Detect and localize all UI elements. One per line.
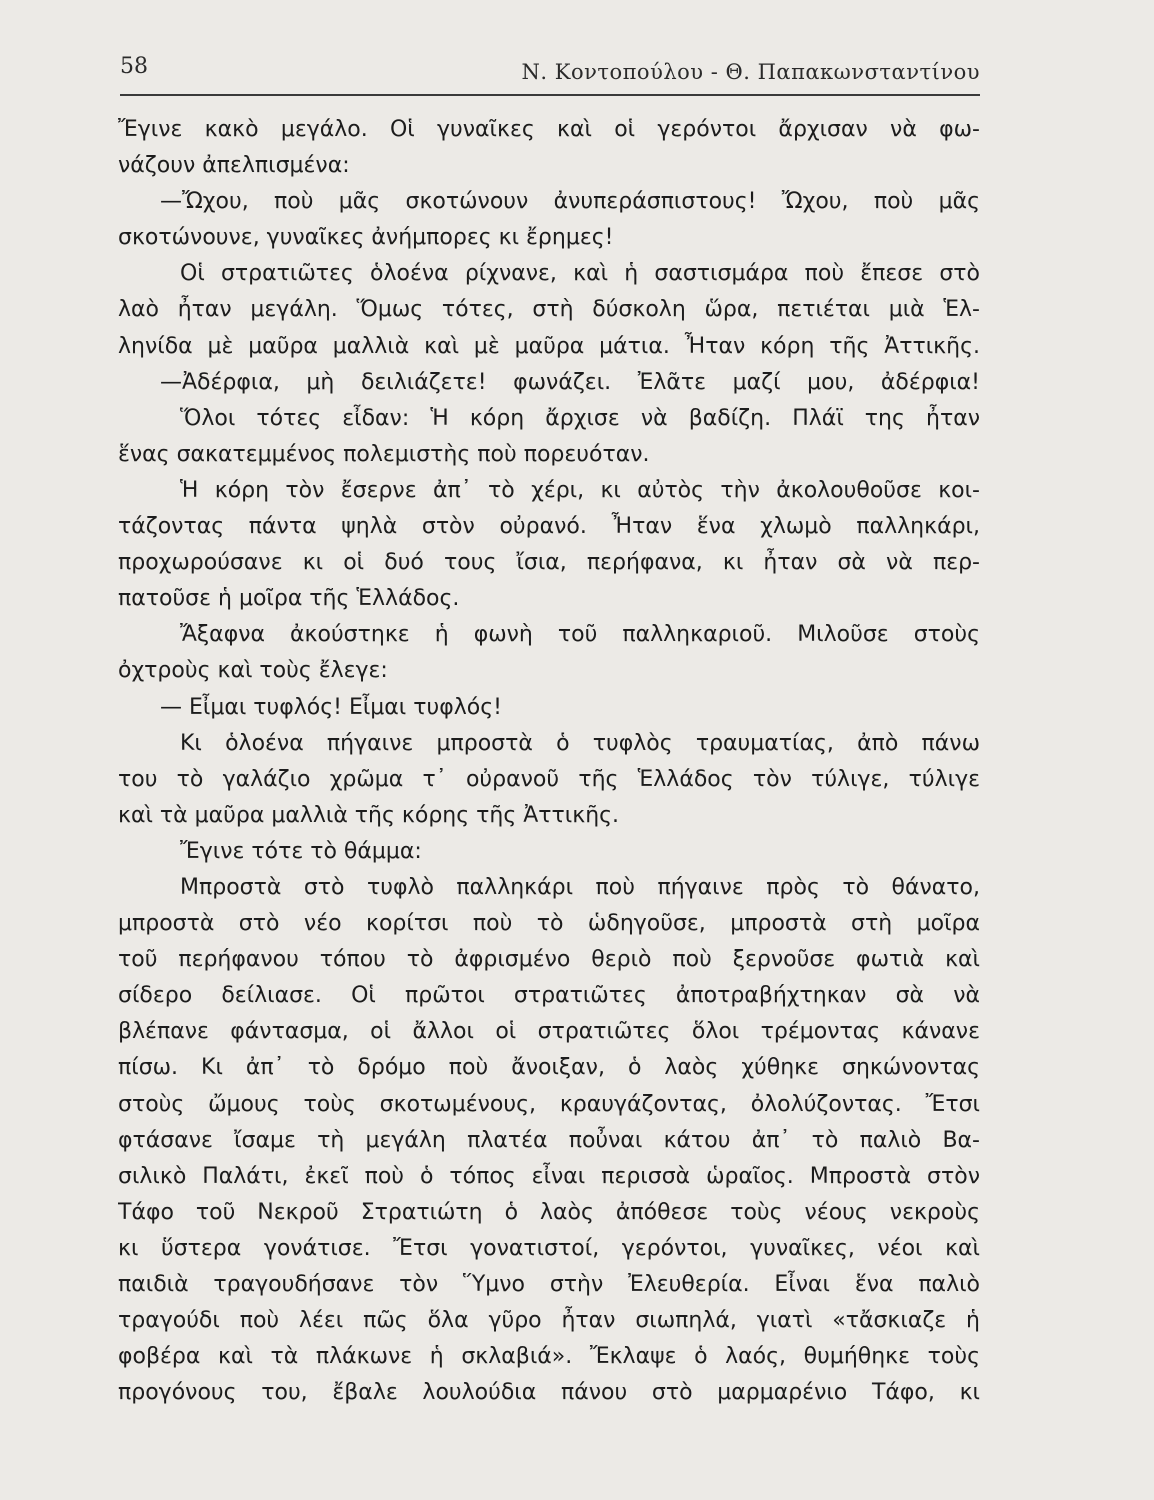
text-line: καὶ τὰ μαῦρα μαλλιὰ τῆς κόρης τῆς Ἀττικῆς. [118,802,620,828]
text-line: τοῦ περήφανου τόπου τὸ ἀφρισμένο θεριὸ ποὺ ξερνοῦσε φωτιὰ καὶ [118,947,980,973]
text-line: Ἄξαφνα ἀκούστηκε ἡ φωνὴ τοῦ παλληκαριοῦ. Μιλοῦσε στοὺς [180,622,980,648]
text-line: — Εἶμαι τυφλός! Εἶμαι τυφλός! [160,694,502,720]
text-line: πίσω. Κι ἀπ᾿ τὸ δρόμο ποὺ ἄνοιξαν, ὁ λαὸς χύθηκε σηκώνοντας [118,1055,980,1081]
text-line: σίδερο δείλιασε. Οἱ πρῶτοι στρατιῶτες ἀποτραβήχτηκαν σὰ νὰ [118,983,980,1009]
text-line: Ἡ κόρη τὸν ἔσερνε ἀπ᾿ τὸ χέρι, κι αὐτὸς τὴν ἀκολουθοῦσε κοι- [180,477,980,503]
text-line: προγόνους του, ἔβαλε λουλούδια πάνου στὸ μαρμαρένιο Τάφο, κι [118,1380,980,1406]
text-line: ἕνας σακατεμμένος πολεμιστὴς ποὺ πορευόταν. [118,441,650,467]
text-line: σιλικὸ Παλάτι, ἐκεῖ ποὺ ὁ τόπος εἶναι περισσὰ ὡραῖος. Μπροστὰ στὸν [118,1163,980,1189]
text-line: πατοῦσε ἡ μοῖρα τῆς Ἑλλάδος. [118,586,460,612]
text-line: τάζοντας πάντα ψηλὰ στὸν οὐρανό. Ἦταν ἕνα χλωμὸ παλληκάρι, [118,514,980,540]
text-line: προχωρούσανε κι οἱ δυό τους ἴσια, περήφανα, κι ἦταν σὰ νὰ περ- [118,550,980,576]
text-line: φτάσανε ἴσαμε τὴ μεγάλη πλατέα ποὖναι κάτου ἀπ᾿ τὸ παλιὸ Βα- [118,1127,980,1153]
text-line: Κι ὁλοένα πήγαινε μπροστὰ ὁ τυφλὸς τραυματίας, ἀπὸ πάνω [180,730,980,756]
text-line: ὀχτροὺς καὶ τοὺς ἔλεγε: [118,658,388,684]
page-header [120,54,980,94]
text-line: τραγούδι ποὺ λέει πῶς ὅλα γῦρο ἦταν σιωπηλά, γιατὶ «τἄσκιαζε ἡ [118,1308,980,1334]
body-text [118,112,980,1411]
text-line: Ἔγινε κακὸ μεγάλο. Οἱ γυναῖκες καὶ οἱ γερόντοι ἄρχισαν νὰ φω- [118,117,980,142]
text-line: παιδιὰ τραγουδήσανε τὸν Ὕμνο στὴν Ἐλευθερία. Εἶναι ἕνα παλιὸ [118,1272,980,1297]
text-line: μπροστὰ στὸ νέο κορίτσι ποὺ τὸ ὡδηγοῦσε, μπροστὰ στὴ μοῖρα [118,911,980,937]
text-line: βλέπανε φάντασμα, οἱ ἄλλοι οἱ στρατιῶτες ὅλοι τρέμοντας κάνανε [118,1019,980,1045]
text-line: φοβέρα καὶ τὰ πλάκωνε ἡ σκλαβιά». Ἔκλαψε ὁ λαός, θυμήθηκε τοὺς [118,1344,980,1370]
page-number: 58 [120,54,148,79]
running-head: Ν. Κοντοπούλου - Θ. Παπακωνσταντίνου [521,60,980,84]
header-rule [120,94,980,96]
text-line: στοὺς ὤμους τοὺς σκοτωμένους, κραυγάζοντας, ὀλολύζοντας. Ἔτσι [118,1091,980,1117]
text-line: Μπροστὰ στὸ τυφλὸ παλληκάρι ποὺ πήγαινε πρὸς τὸ θάνατο, [180,874,980,900]
text-line: ληνίδα μὲ μαῦρα μαλλιὰ καὶ μὲ μαῦρα μάτια. Ἦταν κόρη τῆς Ἀττικῆς. [118,333,980,359]
text-line: Τάφο τοῦ Νεκροῦ Στρατιώτη ὁ λαὸς ἀπόθεσε τοὺς νέους νεκροὺς [118,1199,980,1225]
text-line: σκοτώνουνε, γυναῖκες ἀνήμπορες κι ἔρημες! [118,225,614,251]
text-line: Ἔγινε τότε τὸ θάμμα: [180,838,422,864]
text-line: Ὅλοι τότες εἶδαν: Ἡ κόρη ἄρχισε νὰ βαδίζη. Πλάϊ της ἦταν [180,405,980,431]
text-line: του τὸ γαλάζιο χρῶμα τ᾿ οὐρανοῦ τῆς Ἑλλάδος τὸν τύλιγε, τύλιγε [118,766,980,792]
text-line: νάζουν ἀπελπισμένα: [118,153,350,179]
text-line: λαὸ ἦταν μεγάλη. Ὅμως τότες, στὴ δύσκολη ὥρα, πετιέται μιὰ Ἑλ- [118,297,980,323]
text-line: —Ὤχου, ποὺ μᾶς σκοτώνουν ἀνυπεράσπιστους! Ὤχου, ποὺ μᾶς [160,189,980,215]
text-line: —Ἀδέρφια, μὴ δειλιάζετε! φωνάζει. Ἐλᾶτε μαζί μου, ἀδέρφια! [160,369,980,395]
text-line: Οἱ στρατιῶτες ὁλοένα ρίχνανε, καὶ ἡ σαστισμάρα ποὺ ἔπεσε στὸ [180,261,980,287]
text-line: κι ὕστερα γονάτισε. Ἔτσι γονατιστοί, γερόντοι, γυναῖκες, νέοι καὶ [118,1235,980,1261]
